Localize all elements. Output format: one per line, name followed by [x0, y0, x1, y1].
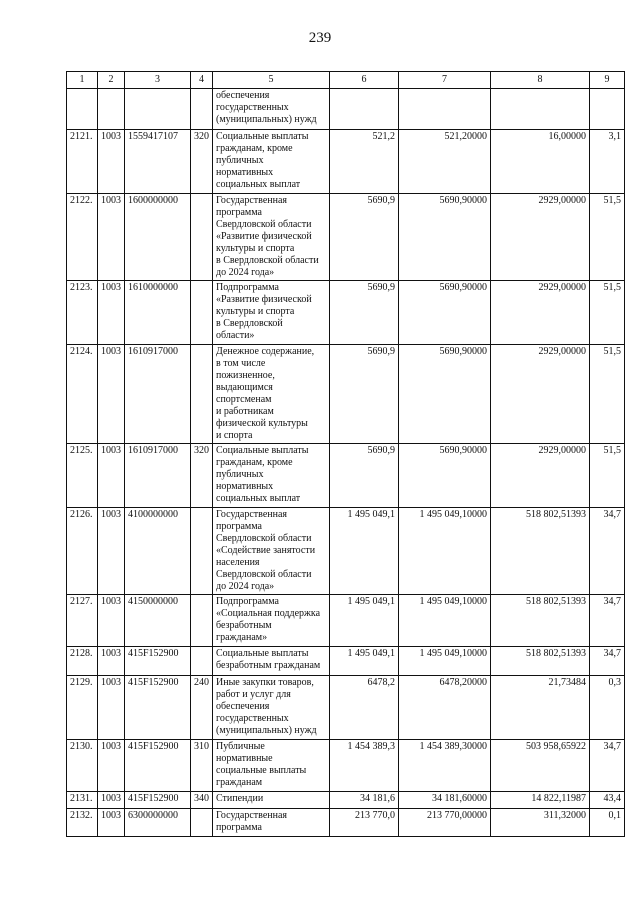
- executed-value-cell: 2929,00000: [491, 345, 590, 444]
- table-row: [67, 345, 625, 444]
- table-row: [67, 595, 625, 647]
- revised-value-cell: 5690,90000: [399, 444, 491, 508]
- percent-executed-cell: 51,5: [590, 194, 625, 281]
- col-header-6: 6: [330, 72, 399, 89]
- target-code-cell: 6300000000: [125, 809, 191, 837]
- section-code-cell: 1003: [98, 740, 125, 792]
- row-number-cell: 2126.: [67, 508, 98, 595]
- revised-value-cell: 5690,90000: [399, 194, 491, 281]
- description-cell: Подпрограмма «Развитие физической культуры и спорта в Свердловской области»: [213, 281, 330, 345]
- row-number-cell: [67, 89, 98, 130]
- budget-table: [66, 71, 625, 837]
- description-cell: Денежное содержание, в том числе пожизненное, выдающимся спортсменам и работникам физической культуры и спорта: [213, 345, 330, 444]
- description-cell: Государственная программа: [213, 809, 330, 837]
- row-number-cell: 2131.: [67, 792, 98, 809]
- description-cell: Стипендии: [213, 792, 330, 809]
- row-number-cell: 2129.: [67, 676, 98, 740]
- revised-value-cell: 1 495 049,10000: [399, 508, 491, 595]
- executed-value-cell: 518 802,51393: [491, 508, 590, 595]
- expense-type-cell: [191, 595, 213, 647]
- planned-value-cell: [330, 89, 399, 130]
- target-code-cell: 1610917000: [125, 345, 191, 444]
- planned-value-cell: 5690,9: [330, 345, 399, 444]
- table-row: [67, 809, 625, 837]
- target-code-cell: 415F152900: [125, 792, 191, 809]
- target-code-cell: 415F152900: [125, 676, 191, 740]
- expense-type-cell: [191, 647, 213, 676]
- revised-value-cell: 34 181,60000: [399, 792, 491, 809]
- section-code-cell: 1003: [98, 647, 125, 676]
- col-header-7: 7: [399, 72, 491, 89]
- description-cell: Государственная программа Свердловской области «Содействие занятости населения Свердловской области до 2024 года»: [213, 508, 330, 595]
- section-code-cell: 1003: [98, 194, 125, 281]
- description-cell: Социальные выплаты гражданам, кроме публичных нормативных социальных выплат: [213, 130, 330, 194]
- expense-type-cell: [191, 194, 213, 281]
- executed-value-cell: 2929,00000: [491, 194, 590, 281]
- planned-value-cell: 1 495 049,1: [330, 508, 399, 595]
- percent-executed-cell: 0,3: [590, 676, 625, 740]
- executed-value-cell: 518 802,51393: [491, 595, 590, 647]
- description-cell: Социальные выплаты безработным гражданам: [213, 647, 330, 676]
- executed-value-cell: [491, 89, 590, 130]
- target-code-cell: 4150000000: [125, 595, 191, 647]
- executed-value-cell: 2929,00000: [491, 444, 590, 508]
- expense-type-cell: [191, 809, 213, 837]
- row-number-cell: 2124.: [67, 345, 98, 444]
- planned-value-cell: 5690,9: [330, 444, 399, 508]
- percent-executed-cell: 34,7: [590, 647, 625, 676]
- planned-value-cell: 5690,9: [330, 281, 399, 345]
- section-code-cell: 1003: [98, 595, 125, 647]
- percent-executed-cell: 51,5: [590, 345, 625, 444]
- table-header: [67, 72, 625, 89]
- row-number-cell: 2125.: [67, 444, 98, 508]
- section-code-cell: [98, 89, 125, 130]
- expense-type-cell: 320: [191, 444, 213, 508]
- executed-value-cell: 311,32000: [491, 809, 590, 837]
- table-row: [67, 194, 625, 281]
- expense-type-cell: [191, 345, 213, 444]
- description-cell: Публичные нормативные социальные выплаты гражданам: [213, 740, 330, 792]
- executed-value-cell: 14 822,11987: [491, 792, 590, 809]
- table-row: [67, 792, 625, 809]
- planned-value-cell: 1 495 049,1: [330, 647, 399, 676]
- expense-type-cell: 240: [191, 676, 213, 740]
- description-cell: Подпрограмма «Социальная поддержка безработным гражданам»: [213, 595, 330, 647]
- percent-executed-cell: 51,5: [590, 281, 625, 345]
- planned-value-cell: 1 454 389,3: [330, 740, 399, 792]
- percent-executed-cell: 34,7: [590, 508, 625, 595]
- expense-type-cell: 310: [191, 740, 213, 792]
- col-header-2: 2: [98, 72, 125, 89]
- row-number-cell: 2121.: [67, 130, 98, 194]
- col-header-1: 1: [67, 72, 98, 89]
- page-number: 239: [308, 30, 332, 46]
- row-number-cell: 2123.: [67, 281, 98, 345]
- revised-value-cell: 1 495 049,10000: [399, 647, 491, 676]
- percent-executed-cell: 34,7: [590, 740, 625, 792]
- target-code-cell: 1610917000: [125, 444, 191, 508]
- revised-value-cell: 5690,90000: [399, 281, 491, 345]
- target-code-cell: [125, 89, 191, 130]
- table-row: [67, 130, 625, 194]
- revised-value-cell: 6478,20000: [399, 676, 491, 740]
- planned-value-cell: 5690,9: [330, 194, 399, 281]
- target-code-cell: 4100000000: [125, 508, 191, 595]
- row-number-cell: 2127.: [67, 595, 98, 647]
- row-number-cell: 2128.: [67, 647, 98, 676]
- revised-value-cell: 5690,90000: [399, 345, 491, 444]
- planned-value-cell: 521,2: [330, 130, 399, 194]
- percent-executed-cell: 34,7: [590, 595, 625, 647]
- col-header-5: 5: [213, 72, 330, 89]
- revised-value-cell: 1 454 389,30000: [399, 740, 491, 792]
- revised-value-cell: 521,20000: [399, 130, 491, 194]
- table-row: [67, 444, 625, 508]
- target-code-cell: 415F152900: [125, 740, 191, 792]
- row-number-cell: 2122.: [67, 194, 98, 281]
- description-cell: Иные закупки товаров, работ и услуг для обеспечения государственных (муниципальных) нужд: [213, 676, 330, 740]
- col-header-4: 4: [191, 72, 213, 89]
- revised-value-cell: 213 770,00000: [399, 809, 491, 837]
- table-body: [67, 89, 625, 837]
- row-number-cell: 2132.: [67, 809, 98, 837]
- executed-value-cell: 518 802,51393: [491, 647, 590, 676]
- description-cell: обеспечения государственных (муниципальных) нужд: [213, 89, 330, 130]
- planned-value-cell: 213 770,0: [330, 809, 399, 837]
- table-row: [67, 676, 625, 740]
- planned-value-cell: 34 181,6: [330, 792, 399, 809]
- expense-type-cell: [191, 281, 213, 345]
- percent-executed-cell: 3,1: [590, 130, 625, 194]
- col-header-3: 3: [125, 72, 191, 89]
- target-code-cell: 1600000000: [125, 194, 191, 281]
- section-code-cell: 1003: [98, 676, 125, 740]
- description-cell: Социальные выплаты гражданам, кроме публичных нормативных социальных выплат: [213, 444, 330, 508]
- col-header-9: 9: [590, 72, 625, 89]
- section-code-cell: 1003: [98, 130, 125, 194]
- planned-value-cell: 1 495 049,1: [330, 595, 399, 647]
- executed-value-cell: 2929,00000: [491, 281, 590, 345]
- row-number-cell: 2130.: [67, 740, 98, 792]
- target-code-cell: 415F152900: [125, 647, 191, 676]
- executed-value-cell: 503 958,65922: [491, 740, 590, 792]
- description-cell: Государственная программа Свердловской области «Развитие физической культуры и спорта в Свердловской области до 2024 года»: [213, 194, 330, 281]
- expense-type-cell: 340: [191, 792, 213, 809]
- executed-value-cell: 21,73484: [491, 676, 590, 740]
- executed-value-cell: 16,00000: [491, 130, 590, 194]
- section-code-cell: 1003: [98, 809, 125, 837]
- revised-value-cell: 1 495 049,10000: [399, 595, 491, 647]
- expense-type-cell: [191, 89, 213, 130]
- percent-executed-cell: 0,1: [590, 809, 625, 837]
- table-row: [67, 89, 625, 130]
- section-code-cell: 1003: [98, 345, 125, 444]
- percent-executed-cell: [590, 89, 625, 130]
- revised-value-cell: [399, 89, 491, 130]
- section-code-cell: 1003: [98, 444, 125, 508]
- target-code-cell: 1559417107: [125, 130, 191, 194]
- section-code-cell: 1003: [98, 508, 125, 595]
- table-row: [67, 647, 625, 676]
- planned-value-cell: 6478,2: [330, 676, 399, 740]
- table-row: [67, 281, 625, 345]
- col-header-8: 8: [491, 72, 590, 89]
- percent-executed-cell: 43,4: [590, 792, 625, 809]
- table-row: [67, 740, 625, 792]
- section-code-cell: 1003: [98, 281, 125, 345]
- section-code-cell: 1003: [98, 792, 125, 809]
- expense-type-cell: 320: [191, 130, 213, 194]
- table-row: [67, 508, 625, 595]
- expense-type-cell: [191, 508, 213, 595]
- percent-executed-cell: 51,5: [590, 444, 625, 508]
- target-code-cell: 1610000000: [125, 281, 191, 345]
